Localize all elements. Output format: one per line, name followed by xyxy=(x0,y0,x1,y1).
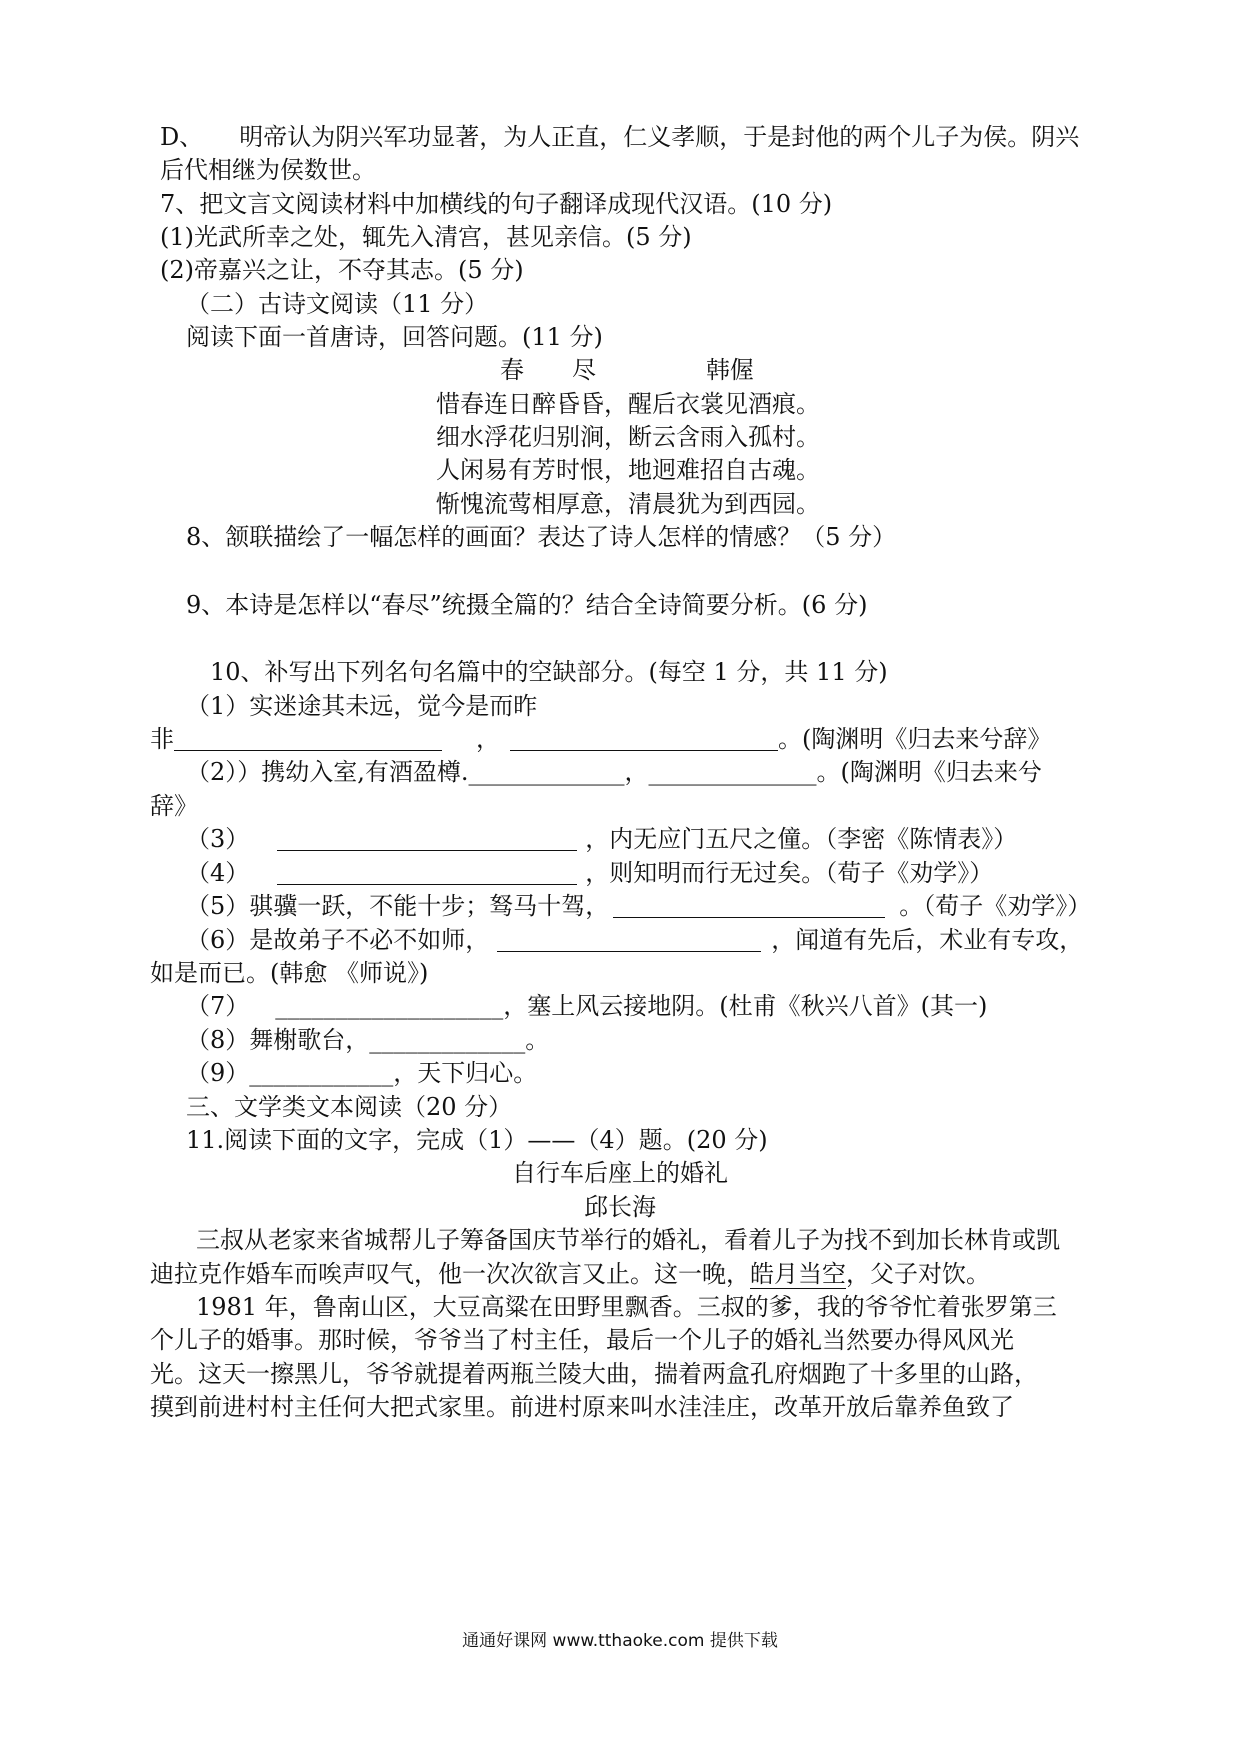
answer-blank[interactable] xyxy=(277,824,577,851)
q10-item-5 xyxy=(186,889,1091,923)
q10-item-3-text: ，内无应门五尺之僮。（李密《陈情表》） xyxy=(585,825,1018,853)
q10-item-1-prefix: 非 xyxy=(150,725,174,753)
q10-item-6-line-1 xyxy=(186,923,1083,957)
page-footer: 通通好课网 www.tthaoke.com 提供下载 xyxy=(462,1631,778,1651)
question-7-sentence-2: (2)帝嘉兴之让，不夺其志。(5 分) xyxy=(160,256,524,284)
q10-item-6-rest: ，闻道有先后，术业有专攻， xyxy=(771,926,1084,954)
answer-blank[interactable]: ______________ xyxy=(648,758,817,786)
q10-item-1-line-1: （1）实迷途其未远，觉今是而昨 xyxy=(186,692,538,720)
q10-item-2-line-1 xyxy=(186,755,1042,789)
answer-blank[interactable] xyxy=(613,891,885,918)
q10-item-9-text: ，天下归心。 xyxy=(393,1059,538,1087)
q10-item-6-line-2: 如是而已。(韩愈 《师说》) xyxy=(150,959,429,987)
option-d-line2: 后代相继为侯数世。 xyxy=(160,156,376,184)
q10-item-9 xyxy=(186,1056,537,1090)
q10-item-7 xyxy=(186,989,987,1023)
q10-item-2-source: 。(陶渊明《归去来兮 xyxy=(816,758,1042,786)
q10-item-5-source: 。（荀子《劝学》） xyxy=(899,892,1092,920)
poem-title xyxy=(500,353,754,387)
q10-item-5-text: （5）骐骥一跃，不能十步；驽马十驾， xyxy=(186,892,610,920)
answer-blank[interactable] xyxy=(510,724,778,751)
story-paragraph-2-line-3: 光。这天一擦黑儿，爷爷就提着两瓶兰陵大曲，揣着两盒孔府烟跑了十多里的山路， xyxy=(150,1360,1038,1388)
question-9: 9、本诗是怎样以“春尽”统摄全篇的？结合全诗简要分析。(6 分) xyxy=(186,591,868,619)
question-7-stem: 7、把文言文阅读材料中加横线的句子翻译成现代汉语。(10 分) xyxy=(160,190,833,218)
question-11-stem: 11.阅读下面的文字，完成（1）——（4）题。(20 分) xyxy=(186,1126,768,1154)
q10-item-6-text: （6）是故弟子不必不如师， xyxy=(186,926,490,954)
answer-blank[interactable] xyxy=(277,858,577,885)
answer-blank[interactable]: ____________ xyxy=(249,1059,394,1087)
poem-title-char-1: 春 xyxy=(500,356,524,384)
q10-item-4 xyxy=(186,856,993,890)
question-10-stem: 10、补写出下列名句名篇中的空缺部分。(每空 1 分，共 11 分) xyxy=(210,658,888,686)
q10-item-9-number: （9） xyxy=(186,1059,250,1087)
section-2-intro: 阅读下面一首唐诗，回答问题。(11 分) xyxy=(186,323,603,351)
q10-item-3-number: （3） xyxy=(186,825,250,853)
poem-title-char-2: 尽 xyxy=(572,356,596,384)
poem-line: 惭愧流莺相厚意，清晨犹为到西园。 xyxy=(436,490,820,518)
answer-blank[interactable]: _____________ xyxy=(369,1026,526,1054)
q10-item-8 xyxy=(186,1023,549,1057)
story-paragraph-2-line-4: 摸到前进村村主任何大把式家里。前进村原来叫水洼洼庄，改革开放后靠养鱼致了 xyxy=(150,1393,1014,1421)
q10-item-1-source: 。(陶渊明《归去来兮辞》 xyxy=(778,725,1052,753)
answer-blank[interactable]: ___________________ xyxy=(275,992,504,1020)
story-author: 邱长海 xyxy=(584,1193,656,1221)
q10-item-1-comma: ， xyxy=(476,725,500,753)
q10-item-7-number: （7） xyxy=(186,992,250,1020)
story-text: ，父子对饮。 xyxy=(846,1260,990,1288)
q10-item-7-text: ，塞上风云接地阴。(杜甫《秋兴八首》(其一) xyxy=(503,992,988,1020)
question-7-sentence-1: (1)光武所幸之处，辄先入清宫，甚见亲信。(5 分) xyxy=(160,223,692,251)
q10-item-4-number: （4） xyxy=(186,859,250,887)
story-text: 迪拉克作婚车而唉声叹气，他一次次欲言又止。这一晚， xyxy=(150,1260,750,1288)
option-d-line1 xyxy=(160,120,1079,154)
q10-item-2-line-2: 辞》 xyxy=(150,792,198,820)
section-2-heading: （二）古诗文阅读（11 分） xyxy=(186,290,489,318)
q10-item-8-end: 。 xyxy=(525,1026,550,1054)
underlined-phrase: 皓月当空 xyxy=(750,1260,846,1288)
answer-blank[interactable] xyxy=(497,925,761,952)
q10-item-3 xyxy=(186,822,1017,856)
answer-blank[interactable] xyxy=(174,724,442,751)
story-paragraph-1-line-1: 三叔从老家来省城帮儿子筹备国庆节举行的婚礼，看着儿子为找不到加长林肯或凯 xyxy=(196,1226,1060,1254)
q10-item-4-text: ，则知明而行无过矣。（荀子《劝学》） xyxy=(585,859,994,887)
q10-item-2-comma: ， xyxy=(624,758,649,786)
section-3-heading: 三、文学类文本阅读（20 分） xyxy=(186,1093,513,1121)
poem-line: 人闲易有芳时恨，地迥难招自古魂。 xyxy=(436,456,820,484)
option-d-label: D、 xyxy=(160,123,204,151)
option-d-text: 明帝认为阴兴军功显著，为人正直，仁义孝顺，于是封他的两个儿子为侯。阴兴 xyxy=(239,123,1080,151)
story-paragraph-1-line-2 xyxy=(150,1257,990,1291)
q10-item-2-text: （2））携幼入室,有酒盈樽. xyxy=(186,758,469,786)
poem-line: 惜春连日醉昏昏，醒后衣裳见酒痕。 xyxy=(436,390,820,418)
q10-item-1-line-2 xyxy=(150,722,1051,756)
poem-author: 韩偓 xyxy=(706,356,754,384)
story-paragraph-2-line-2: 个儿子的婚事。那时候，爷爷当了村主任，最后一个儿子的婚礼当然要办得风风光 xyxy=(150,1326,1014,1354)
q10-item-8-text: （8）舞榭歌台， xyxy=(186,1026,370,1054)
question-8: 8、颔联描绘了一幅怎样的画面？表达了诗人怎样的情感？（5 分） xyxy=(186,523,897,551)
story-title: 自行车后座上的婚礼 xyxy=(512,1159,728,1187)
story-paragraph-2-line-1: 1981 年，鲁南山区，大豆高粱在田野里飘香。三叔的爹，我的爷爷忙着张罗第三 xyxy=(196,1293,1057,1321)
answer-blank[interactable]: _____________ xyxy=(468,758,625,786)
poem-line: 细水浮花归别涧，断云含雨入孤村。 xyxy=(436,423,820,451)
